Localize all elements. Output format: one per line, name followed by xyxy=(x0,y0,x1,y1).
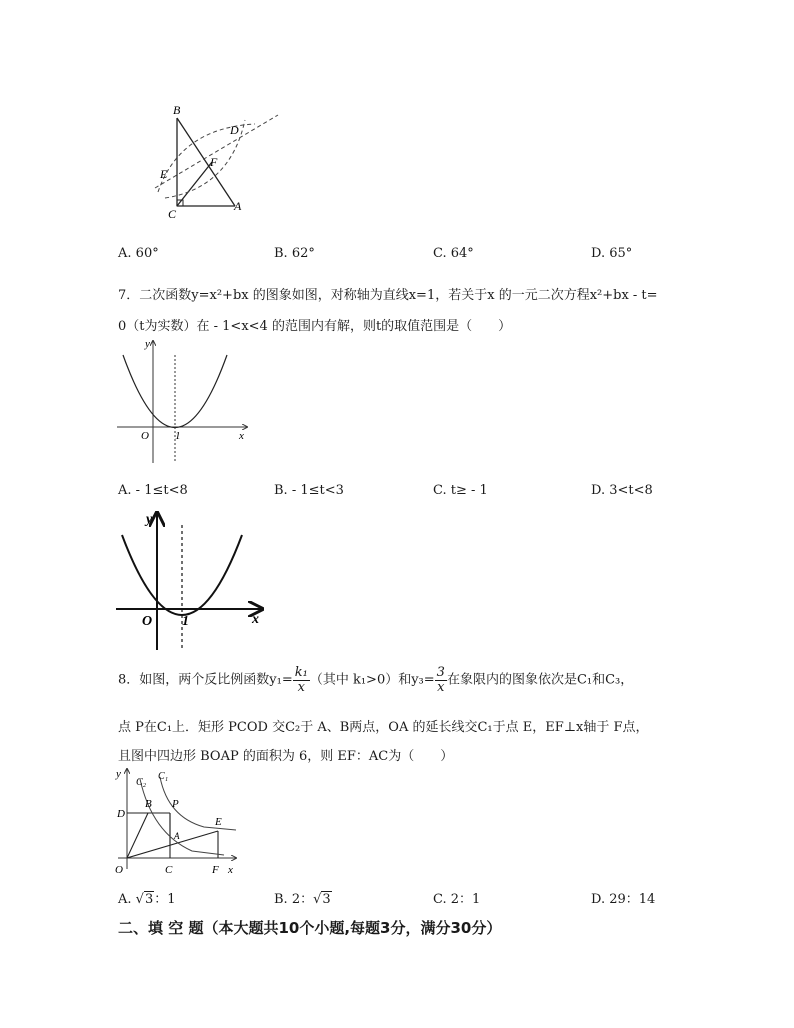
q8-stem-line-2: 点 P在C₁上．矩形 PCOD 交C₂于 A、B两点，OA 的延长线交C₁于点 E，EF⊥x轴于 F点， xyxy=(118,720,649,735)
label-e: E xyxy=(215,816,222,828)
label-x: x xyxy=(239,430,244,442)
q7-option-b[interactable]: B. - 1≤t<3 xyxy=(274,483,344,498)
q8-option-c[interactable]: C. 2：1 xyxy=(433,892,481,907)
q6-option-c[interactable]: C. 64° xyxy=(433,246,474,261)
q8-option-b[interactable]: B. 2：√3 xyxy=(274,892,331,907)
label-p: P xyxy=(172,798,179,810)
label-o: O xyxy=(142,614,153,629)
label-y: y xyxy=(145,338,150,350)
label-f: F xyxy=(210,155,218,169)
q6-figure xyxy=(150,100,285,225)
label-1: 1 xyxy=(182,614,189,629)
label-b: B xyxy=(145,798,152,810)
label-b: B xyxy=(173,103,181,117)
label-a: A xyxy=(174,831,180,841)
q7-option-c[interactable]: C. t≥ - 1 xyxy=(433,483,488,498)
label-c1: C₁ xyxy=(158,771,169,782)
q8-figure xyxy=(112,765,244,880)
label-y: y xyxy=(116,768,121,780)
label-y: y xyxy=(146,512,153,527)
q7-option-a[interactable]: A. - 1≤t<8 xyxy=(118,483,188,498)
q6-option-b[interactable]: B. 62° xyxy=(274,246,315,261)
label-f: F xyxy=(212,864,219,876)
label-c2: C₂ xyxy=(136,777,147,788)
q8-option-d[interactable]: D. 29：14 xyxy=(591,892,656,907)
label-d: D xyxy=(230,123,239,137)
label-x: x xyxy=(228,864,233,876)
segment-ob xyxy=(127,813,148,858)
q7-option-d[interactable]: D. 3<t<8 xyxy=(591,483,653,498)
section-2-heading: 二、填 空 题（本大题共10个小题,每题3分，满分30分） xyxy=(118,919,502,937)
label-d: D xyxy=(117,808,125,820)
q8-option-a[interactable]: A. √3：1 xyxy=(118,892,176,907)
label-x: x xyxy=(252,612,259,627)
q7-stem-line-2: 0（t为实数）在 - 1<x<4 的范围内有解，则t的取值范围是（ ） xyxy=(118,319,512,334)
label-o: O xyxy=(115,864,123,876)
segment-cf xyxy=(177,162,212,206)
curve-c2 xyxy=(140,779,224,855)
label-c: C xyxy=(168,207,177,221)
q7-figure-small xyxy=(115,335,255,467)
q8-stem-line-1: 8．如图，两个反比例函数y₁= $\frac{\text{k₁}}{x}$ （其中 k₁>0）和y₃= $\frac{3}{x}$ 在象限内的图象依次是C₁和C₃， xyxy=(118,665,634,695)
label-o: O xyxy=(141,430,149,442)
q6-option-a[interactable]: A. 60° xyxy=(118,246,159,261)
segment-oe xyxy=(127,831,218,858)
q7-stem-line-1: 7．二次函数y=x²+bx 的图象如图，对称轴为直线x=1，若关于x 的一元二次方程x²+bx - t= xyxy=(118,288,658,303)
fraction-3-over-x: $\frac{3}{x}$ xyxy=(436,665,445,695)
fraction-k1-over-x: $\frac{\text{k₁}}{x}$ xyxy=(294,665,308,695)
label-1: 1 xyxy=(175,430,181,442)
label-a: A xyxy=(234,199,242,213)
label-e: E xyxy=(160,167,168,181)
q8-stem-line-3: 且图中四边形 BOAP 的面积为 6，则 EF：AC为（ ） xyxy=(118,749,454,764)
q7-figure-large xyxy=(112,505,272,655)
q6-option-d[interactable]: D. 65° xyxy=(591,246,633,261)
label-c: C xyxy=(165,864,173,876)
